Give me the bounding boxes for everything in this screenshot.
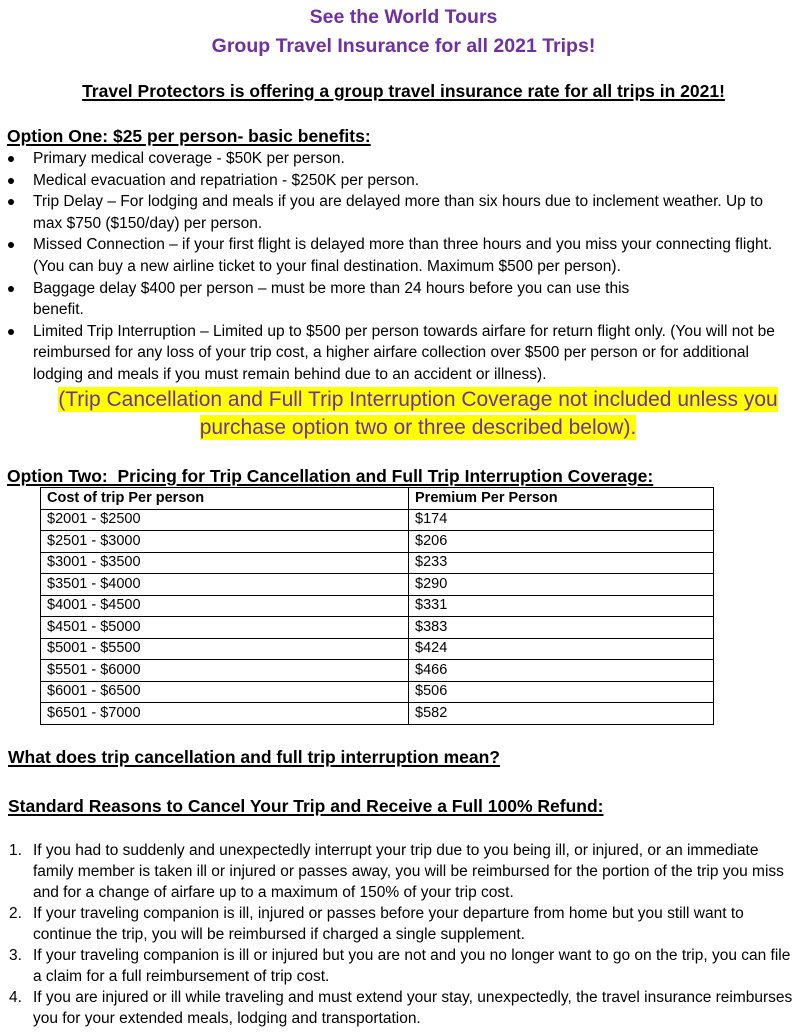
coverage-note <box>43 386 793 442</box>
cost-cell: $4501 - $5000 <box>41 617 409 639</box>
definition-question-heading: What does trip cancellation and full trip interruption mean? <box>8 747 500 767</box>
benefit-baggage-delay: Baggage delay $400 per person – must be more than 24 hours before you can use this benefit. <box>33 279 630 319</box>
cost-cell: $3501 - $4000 <box>41 574 409 596</box>
premium-cell: $466 <box>409 660 714 682</box>
list-number: 2. <box>9 905 22 922</box>
announcement: Travel Protectors is offering a group travel insurance rate for all trips in 2021! <box>82 81 725 101</box>
option-two-heading: Option Two: Pricing for Trip Cancellation and Full Trip Interruption Coverage: <box>7 466 654 486</box>
bullet-icon <box>8 199 14 205</box>
benefit-trip-delay: Trip Delay – For lodging and meals if you are delayed more than six hours due to inclement weather. Up to max $750 ($150/day) per person. <box>33 193 764 232</box>
premium-cell: $331 <box>409 595 714 617</box>
reason-text: If your traveling companion is ill, injured or passes before your departure from home but you still want to continue the trip, you will be reimbursed if charged a single supplement. <box>33 905 744 943</box>
premium-cell: $424 <box>409 638 714 660</box>
table-row <box>41 531 714 553</box>
reason-text: If your traveling companion is ill or injured but you are not and you no longer want to go on the trip, you can file a claim for a full reimbursement of trip cost. <box>33 947 791 985</box>
bullet-icon <box>8 156 14 162</box>
table-row <box>41 617 714 639</box>
premium-cell: $206 <box>409 531 714 553</box>
premium-cell: $290 <box>409 574 714 596</box>
refund-reasons-list <box>0 840 793 1029</box>
premium-cell: $383 <box>409 617 714 639</box>
document-subtitle: Group Travel Insurance for all 2021 Trips! <box>211 35 596 57</box>
premium-cell: $174 <box>409 509 714 531</box>
table-row <box>41 574 714 596</box>
cost-cell: $6001 - $6500 <box>41 681 409 703</box>
cost-cell: $4001 - $4500 <box>41 595 409 617</box>
list-item <box>0 234 785 277</box>
bullet-icon <box>8 286 14 292</box>
list-number: 3. <box>9 947 22 964</box>
highlighted-note-text: (Trip Cancellation and Full Trip Interruption Coverage not included unless you purchase option two or three described below). <box>58 388 778 439</box>
cost-cell: $2501 - $3000 <box>41 531 409 553</box>
reason-text: If you had to suddenly and unexpectedly interrupt your trip due to you being ill, or injured, or an immediate family member is taken ill or injured or passes away, you will be reimbursed for the portion of the trip you miss and for a change of airfare up to a maximum of 150% of your trip cost. <box>33 842 784 901</box>
list-item <box>0 278 785 321</box>
cost-cell: $5001 - $5500 <box>41 638 409 660</box>
cost-cell: $2001 - $2500 <box>41 509 409 531</box>
column-header-premium: Premium Per Person <box>409 488 714 510</box>
table-row <box>41 552 714 574</box>
table-row <box>41 595 714 617</box>
list-item <box>0 148 785 170</box>
benefit-medical: Primary medical coverage - $50K per person. <box>33 150 345 167</box>
bullet-icon <box>8 329 14 335</box>
cost-cell: $3001 - $3500 <box>41 552 409 574</box>
table-row <box>41 638 714 660</box>
benefit-missed-connection: Missed Connection – if your first flight is delayed more than three hours and you miss your connecting flight. (You can buy a new airline ticket to your final destination. Maximum $500 per person). <box>33 236 773 275</box>
list-item <box>0 987 793 1029</box>
document-title: See the World Tours <box>309 6 498 28</box>
table-header-row <box>41 488 714 510</box>
bullet-icon <box>8 242 14 248</box>
list-item <box>0 903 793 945</box>
bullet-icon <box>8 178 14 184</box>
benefit-limited-interruption: Limited Trip Interruption – Limited up to $500 per person towards airfare for return flight only. (You will not be reimbursed for any loss of your trip cost, a higher airfare collection over $500 per person or for additional lodging and meals if you must remain behind due to an accident or illness). <box>33 322 775 383</box>
cost-cell: $6501 - $7000 <box>41 703 409 725</box>
column-header-cost: Cost of trip Per person <box>41 488 409 510</box>
basic-benefits-list <box>0 148 785 386</box>
list-item <box>0 945 793 987</box>
list-number: 4. <box>9 989 22 1006</box>
list-number: 1. <box>9 842 22 859</box>
premium-cell: $233 <box>409 552 714 574</box>
cost-cell: $5501 - $6000 <box>41 660 409 682</box>
reason-text: If you are injured or ill while traveling and must extend your stay, unexpectedly, the travel insurance reimburses you for your extended meals, lodging and transportation. <box>33 989 793 1027</box>
table-row <box>41 509 714 531</box>
table-row <box>41 660 714 682</box>
list-item <box>0 191 785 234</box>
option-one-heading: Option One: $25 per person- basic benefits: <box>7 126 371 146</box>
benefit-evacuation: Medical evacuation and repatriation - $250K per person. <box>33 171 420 189</box>
pricing-table <box>40 487 714 725</box>
list-item <box>0 170 785 192</box>
table-row <box>41 703 714 725</box>
premium-cell: $582 <box>409 703 714 725</box>
premium-cell: $506 <box>409 681 714 703</box>
table-row <box>41 681 714 703</box>
list-item <box>0 321 785 386</box>
list-item <box>0 840 793 903</box>
refund-reasons-heading: Standard Reasons to Cancel Your Trip and Receive a Full 100% Refund: <box>8 796 604 816</box>
